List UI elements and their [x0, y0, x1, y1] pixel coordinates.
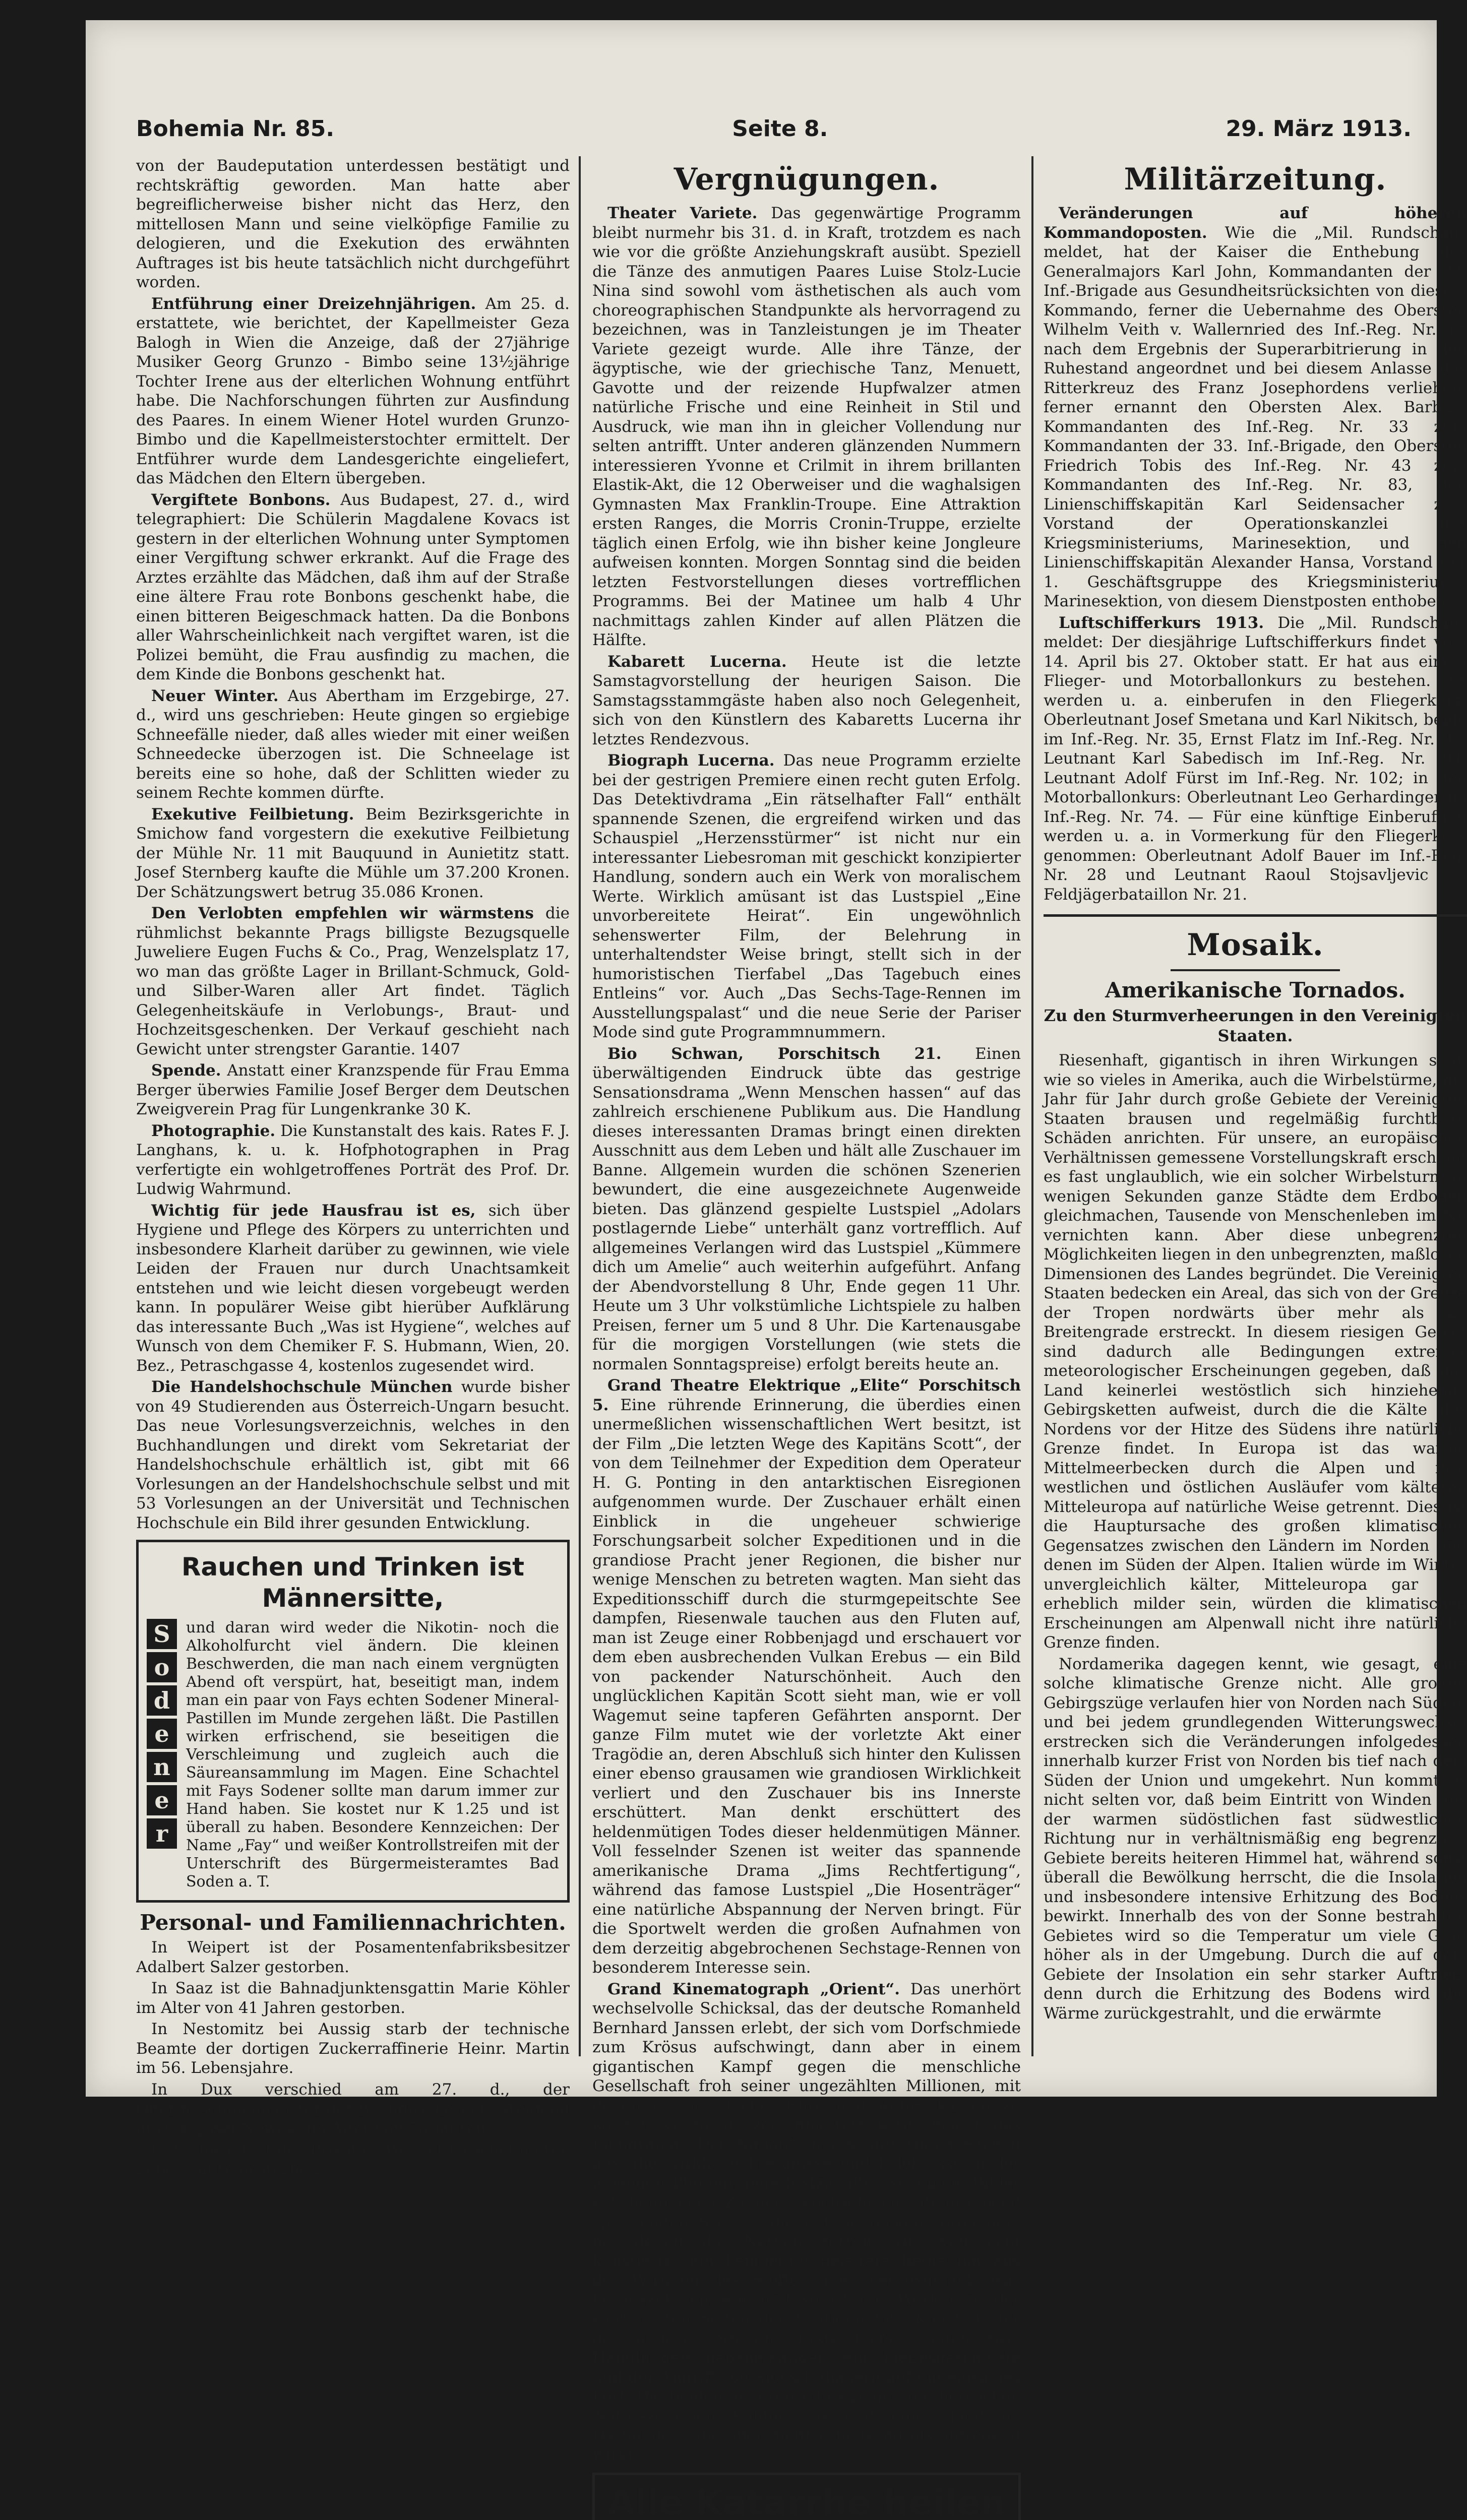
article-lead: Vergiftete Bonbons. [151, 490, 331, 509]
ad-letter: S [147, 1619, 177, 1649]
article-text: Einen überwältigenden Eindruck übte das gestrige Sensationsdrama „Wenn Menschen hassen“ auf das zahlreich erschienene Publikum aus. Die Handlung dieses interessanten Dramas bringt einen direkten Ausschnitt aus dem Leben und hält alle Zuschauer im Banne. Allgemein wurden die schönen Szenerien bewundert, die eine ausgezeichnete Augenweide bieten. Das glänzend gespielte Lustspiel „Adolars postlagernde Liebe“ unterhält ganz vortrefflich. Auf allgemeines Verlangen wird das Lustspiel „Kümmere dich um Amelie“ auch weiterhin aufgeführt. Anfang der Abendvorstellung 8 Uhr, Ende gegen 11 Uhr. Heute um 3 Uhr volkstümliche Lichtspiele zu halben Preisen, ferner um 5 und 8 Uhr. Die Kartenausgabe für die morgigen Vorstellungen (wie stets die normalen Sonntagspreise) erfolgt bereits heute an. [592, 1044, 1021, 1373]
article [136, 805, 570, 902]
article-text: Eine rührende Erinnerung, die überdies einen unermeßlichen wissenschaftlichen Wert besitzt, ist der Film „Die letzten Wege des Kapitäns Scott“, der von dem Teilnehmer der Expedition dem Operateur H. G. Ponting in den antarktischen Eisregionen aufgenommen wurde. Der Zuschauer erhält einen Einblick in die ungeheuer schwierige Forschungsarbeit solcher Expeditionen und in die grandiose Pracht jener Regionen, die bisher nur wenige Menschen zu betreten wagten. Man sieht das Expeditionsschiff durch die sturmgepeitschte See dampfen, Riesenwale tauchen aus den Fluten auf, man ist Zeuge einer Robbenjagd und erschauert vor dem eben ausbrechenden Vulkan Erebus — ein Bild von packender Naturschönheit. Auch den unglücklichen Kapitän Scott sieht man, wie er voll Wagemut seine tapferen Gefährten anspornt. Der ganze Film mutet wie der vorletzte Akt einer Tragödie an, deren Abschluß sich hinter den Kulissen einer ebenso grausamen wie grandiosen Wirklichkeit verliert und den Zuschauer bis ins Innerste erschüttert. Man denkt erschüttert des heldenmütigen Todes dieser heldenmütigen Männer. Voll fesselnder Szenen ist weiter das spannende amerikanische Drama „Jims Rechtfertigung“, während das famose Lustspiel „Die Hosenträger“ eine natürliche Abspannung der Nerven bringt. Für die Sportwelt werden die großen Aufnahmen von dem derzeitig abgebrochenen Sechstage-Rennen von besonderem Interesse sein. [592, 1396, 1021, 1977]
article-text: Die „Mil. Rundschau“ meldet: Der diesjährige Luftschifferkurs findet vom 14. April bis 27. Oktober statt. Er hat aus einem Flieger- und Motorballonkurs zu bestehen. Es werden u. a. einberufen in den Fliegerkurs: Oberleutnant Josef Smetana und Karl Nikitsch, beide im Inf.-Reg. Nr. 35, Ernst Flatz im Inf.-Reg. Nr. 91, Leutnant Karl Sabedisch im Inf.-Reg. Nr. 94, Leutnant Adolf Fürst im Inf.-Reg. Nr. 102; in den Motorballonkurs: Oberleutnant Leo Gerhardinger im Inf.-Reg. Nr. 74. — Für eine künftige Einberufung werden u. a. in Vormerkung für den Fliegerkurs genommen: Oberleutnant Adolf Bauer im Inf.-Reg. Nr. 28 und Leutnant Raoul Stojsavljevic im Feldjägerbataillon Nr. 21. [1044, 613, 1467, 904]
section-heading-personal: Personal- und Familiennachrichten. [140, 1910, 566, 1935]
article-text: die rühmlichst bekannte Prags billigste Bezugsquelle Juweliere Eugen Fuchs & Co., Prag, Wenzelsplatz 17, wo man das größte Lager in Brillant-Schmuck, Gold- und Silber-Waren aller Art findet. Täglich Gelegenheitskäufe in Verlobungs-, Braut- und Hochzeitsgeschenken. Der Verkauf geschieht nach Gewicht unter strengster Garantie. 1407 [136, 904, 570, 1058]
article-text: Das neue Programm erzielte bei der gestrigen Premiere einen recht guten Erfolg. Das Detektivdrama „Ein rätselhafter Fall“ enthält spannende Szenen, die ergreifend wirken und das Schauspiel „Herzensstürmer“ ist nicht nur ein interessanter Liebesroman mit geschickt konzipierter Handlung, sondern auch ein Werk von moralischem Werte. Wirklich amüsant ist das Lustspiel „Eine unvorbereitete Heirat“. Ein ungewöhnlich sehenswerter Film, der Belehrung in unterhaltendster Weise bringt, stellt sich in der humoristischen Tierfabel „Das Tagebuch eines Entleins“ vor. Auch „Das Sechs-Tage-Rennen im Ausstellungspalast“ und die neue Serie der Pariser Mode sind gute Programmnummern. [592, 751, 1021, 1041]
ad-letter: d [147, 1685, 177, 1716]
ad-letter-column [147, 1619, 177, 1891]
article-text: Anstatt einer Kranzspende für Frau Emma Berger überwies Familie Josef Berger dem Deutschen Zweigverein Prag für Lungenkranke 30 K. [136, 1061, 570, 1118]
notice: In Dux verschied am 27. d., der Obermaschinenmeister der Buchdruckerei C. Weigend in Dux, Josef Nowak, im Alter von 58 Jahren. [136, 2080, 570, 2137]
newspaper-page [86, 20, 1467, 2520]
ad-letter: r [147, 1818, 177, 1849]
ad-letter: e [147, 1785, 177, 1815]
article-text: wurde bisher von 49 Studierenden aus Österreich-Ungarn besucht. Das neue Vorlesungsverzeichnis, welches in den Buchhandlungen und direkt vom Sekretariat der Handelshochschule erhältlich ist, gibt mit 66 Vorlesungen an der Handelshochschule selbst und mit 53 Vorlesungen an der Universität und Technischen Hochschule ein Bild ihrer gesunden Entwicklung. [136, 1378, 570, 1532]
article-lead: Kabarett Lucerna. [607, 652, 787, 671]
notice: In Weipert ist der Posamentenfabriksbesitzer Adalbert Salzer gestorben. [136, 1938, 570, 1976]
ad-katarrhe-title: Alle Katarrhe heilen [607, 2482, 1006, 2520]
article [1044, 204, 1467, 611]
article-lead: Biograph Lucerna. [607, 751, 775, 770]
article-lead: Veränderungen auf höheren Kommandoposten. [1044, 204, 1467, 242]
article-text: Beim Bezirksgerichte in Smichow fand vorgestern die exekutive Feilbietung der Mühle Nr. 11 mit Bauquund in Aunietitz statt. Josef Sternberg kaufte die Mühle um 37.200 Kronen. Der Schätzungswert betrug 35.086 Kronen. [136, 805, 570, 901]
section-heading-militaerzeitung: Militärzeitung. [1124, 162, 1387, 197]
article [136, 1121, 570, 1199]
article [592, 1376, 1021, 1978]
column-1 [136, 156, 570, 2178]
article [592, 204, 1021, 650]
page-header [136, 106, 1412, 151]
ad-letter: n [147, 1752, 177, 1782]
article-lead: Spende. [151, 1061, 221, 1080]
article [592, 751, 1021, 1042]
article [592, 1044, 1021, 1374]
article-paragraph: Nordamerika dagegen kennt, wie gesagt, eine solche klimatische Grenze nicht. Alle großen Gebirgszüge verlaufen hier von Norden nach Süden, und bei jedem grundlegenden Witterungswechsel erstrecken sich die Veränderungen infolgedessen innerhalb kurzer Frist von Norden bis tief nach dem Süden der Union und umgekehrt. Nun kommt es nicht selten vor, daß beim Eintritt von Winden aus der warmen südöstlichen fast südwestlichen Richtung nur in verhältnismäßig eng begrenztem Gebiete bereits heiteren Himmel hat, während sonst überall die Bewölkung herrscht, die die Insolation und insbesondere intensive Erhitzung des Bodens bewirkt. Innerhalb des von der Sonne bestrahlten Gebietes wird so die Temperatur um viele Grad höher als in der Umgebung. Durch die auf dem Gebiete der Insolation ein sehr starker Auftrieb, denn durch die Erhitzung des Bodens wird die Wärme zurückgestrahlt, und die erwärmte [1044, 1655, 1467, 2023]
article-text: Aus Abertham im Erzgebirge, 27. d., wird uns geschrieben: Heute gingen so ergiebige Schneefälle nieder, daß alles wieder mit einer weißen Schneedecke überzogen ist. Die Schneelage ist bereits eine so hohe, daß der Schlitten wieder zu seinem Rechte kommen dürfte. [136, 686, 570, 802]
article [1044, 613, 1467, 905]
notice: In Eichwald ist der Privatier Wenzel Lieschel im 65. Lebensjahre gestorben. [136, 2140, 570, 2178]
article-lead: Exekutive Feilbietung. [151, 805, 354, 824]
article-lead: Die Handelshochschule München [151, 1378, 453, 1396]
article-text: Das gegenwärtige Programm bleibt nurmehr bis 31. d. in Kraft, trotzdem es nach wie vor die größte Anziehungskraft ausübt. Speziell die Tänze des anmutigen Paares Luise Stolz-Lucie Nina sind sowohl vom ästhetischen als auch vom choreographischen Standpunkte als hervorragend zu bezeichnen, was in Tanzleistungen je im Theater Variete gezeigt wurde. Alle ihre Tänze, der ägyptische, wie der griechische Tanz, Menuett, Gavotte und der reizende Hupfwalzer atmen natürliche Frische und eine Reinheit in Stil und Ausdruck, wie man ihn in gleicher Vollendung nur selten antrifft. Unter anderen glänzenden Nummern interessieren Yvonne et Crilmit in ihrem brillanten Elastik-Akt, die 12 Oberweiser und die waghalsigen Gymnasten Max Franklin-Troupe. Eine Attraktion ersten Ranges, die Morris Cronin-Truppe, erzielte täglich einen Erfolg, wie ihn bisher keine Jongleure aufweisen konnten. Morgen Sonntag sind die beiden letzten Festvorstellungen dieses vortrefflichen Programms. Bei der Matinee um halb 4 Uhr nachmittags zahlen Kinder auf allen Plätzen die Hälfte. [592, 204, 1021, 649]
article [136, 294, 570, 488]
article [592, 652, 1021, 749]
header-right: 29. März 1913. [1226, 115, 1412, 142]
article-lead: Grand Theatre Elektrique „Elite“ Porschitsch 5. [592, 1376, 1021, 1414]
article-text: Die Kunstanstalt des kais. Rates F. J. Langhans, k. u. k. Hofphotographen in Prag verfertigte ein wohlgetroffenes Porträt des Prof. Dr. Ludwig Wahrmund. [136, 1121, 570, 1198]
column-rule-1 [579, 156, 581, 2056]
article [136, 1377, 570, 1533]
ad-headline: Rauchen und Trinken ist Männersitte, [181, 1552, 524, 1613]
article-lead: Entführung einer Dreizehnjährigen. [151, 294, 476, 313]
article-text: sich über Hygiene und Pflege des Körpers zu unterrichten und insbesondere Klarheit darüber zu gewinnen, wie viele Leiden der Frauen nur durch Unachtsamkeit entstehen und wie leicht diesen vorgebeugt werden kann. In populärer Weise gibt hierüber Aufklärung das interessante Buch „Was ist Hygiene“, welches auf Wunsch von dem Chemiker F. S. Hubmann, Wien, 20. Bez., Petraschgasse 4, kostenlos zugesendet wird. [136, 1201, 570, 1375]
header-center: Seite 8. [732, 115, 828, 142]
article-heading-tornados: Amerikanische Tornados. [1105, 978, 1405, 1002]
column-rule-2 [1031, 156, 1033, 2056]
article-text: von der Baudeputation unterdessen bestätigt und rechtskräftig geworden. Man hatte aber begreiflicherweise bisher nicht das Herz, den mittellosen Mann und seine vielköpfige Familie zu delogieren, und die Exekution des erwähnten Auftrages ist bis heute tatsächlich nicht durchgeführt worden. [136, 157, 570, 291]
article-text: Das unerhört wechselvolle Schicksal, das der deutsche Romanheld Bernhard Janssen erlebt, der sich vom Dorfschmiede zum Krösus aufschwingt, dann aber in einem gigantischen Kampf gegen die menschliche Gesellschaft froh seiner ungezählten Millionen, mit denen er sich Liebe, Ehre und Ruhm kaufen zu können vermeint, zerschmettert wird, macht das Filmdrama „Der Nabob“ in erschütternden Szenen aus, die wirkliche Ereignisse und Erlebnisse in der lebenden Photographie festzuhalten scheinen. Bilder voll heimlichen Zaubers wechseln mit atemraubend spannenden Szenen, die mit Schreckensvorgängen, bei denen die Nerven zerren. Die von echt künstlerischem Feingefühl geleitete Regie hat aus der Wirkung des Stoffes alles herausgeholt, was herauszuholen war und so ist das Werk eine der wertvollsten Seiten der heutigen Film-Kunst. Unter den anderen Szenen „Erste Liebe“ laufen zwei Handlungen nebeneinander, ein Liebesgeschichte und der Angriff von Sioux-Indianern auf ein einsames Fort. Die beiden anderen Films zeigen die herrlichen Naturszenerien Kaliforniens und eine „Jagd im Dschungel“, die aber mehr erheiternd als aufregend wirkt. [592, 1980, 1021, 2464]
notice: In Saaz ist die Bahnadjunktensgattin Marie Köhler im Alter von 41 Jahren gestorben. [136, 1979, 570, 2017]
article [592, 1980, 1021, 2465]
article [136, 156, 570, 292]
article [136, 686, 570, 803]
article [136, 1061, 570, 1119]
article-text: Heute ist die letzte Samstagvorstellung der heurigen Saison. Die Samstagsstammgäste haben also noch Gelegenheit, sich von den Künstlern des Kabaretts Lucerna ihr letztes Rendezvous. [592, 652, 1021, 748]
article [136, 490, 570, 684]
section-heading-vergnuegungen: Vergnügungen. [674, 162, 940, 197]
article-lead: Luftschifferkurs 1913. [1059, 613, 1264, 632]
header-left: Bohemia Nr. 85. [136, 115, 335, 142]
article-lead: Grand Kinematograph „Orient“. [607, 1980, 900, 1998]
ad-letter: e [147, 1719, 177, 1749]
article-lead: Theater Variete. [607, 204, 758, 222]
advertisement-soden [136, 1540, 570, 1903]
article-subheading: Zu den Sturmverheerungen in den Vereinigten Staaten. [1044, 1006, 1467, 1045]
article-lead: Neuer Winter. [151, 686, 279, 705]
article-paragraph: Riesenhaft, gigantisch in ihren Wirkungen sind, wie so vieles in Amerika, auch die Wirbelstürme, die Jahr für Jahr durch große Gebiete der Vereinigten Staaten brausen und regelmäßig furchtbare Schäden anrichten. Für unsere, an europäischen Verhältnissen gemessene Vorstellungskraft erscheint es fast unglaublich, wie ein solcher Wirbelsturm in wenigen Sekunden ganze Städte dem Erdboden gleichmachen, Tausende von Menschenleben im Nu vernichten kann. Aber diese unbegrenzten Möglichkeiten liegen in den unbegrenzten, maßlosen Dimensionen des Landes begründet. Die Vereinigten Staaten bedecken ein Areal, das sich von der Grenze der Tropen nordwärts über mehr als 25 Breitengrade erstreckt. In diesem riesigen Gebiet sind dadurch alle Bedingungen extremer meteorologischer Erscheinungen gegeben, daß das Land keinerlei westöstlich sich hinziehende Gebirgsketten aufweist, durch die die Kälte des Nordens vor der Hitze des Südens ihre natürliche Grenze findet. In Europa ist das warme Mittelmeerbecken durch die Alpen und ihre westlichen und östlichen Ausläufer vom kälteren Mitteleuropa auf natürliche Weise getrennt. Dies ist die Hauptursache des großen klimatischen Gegensatzes zwischen den Ländern im Norden und denen im Süden der Alpen. Italien würde im Winter unvergleichlich kälter, Mitteleuropa gar um erheblich milder sein, würden die klimatischen Erscheinungen am Alpenwall nicht ihre natürliche Grenze finden. [1044, 1051, 1467, 1652]
ad-letter: o [147, 1652, 177, 1682]
column-3 [1044, 156, 1467, 2056]
section-heading-mosaik: Mosaik. [1187, 927, 1324, 963]
article-lead: Photographie. [151, 1121, 276, 1140]
section-divider [1044, 914, 1467, 917]
notice: In Nestomitz bei Aussig starb der technische Beamte der dortigen Zuckerraffinerie Heinr. Martin im 56. Lebensjahre. [136, 2020, 570, 2077]
article-text: Am 25. d. erstattete, wie berichtet, der Kapellmeister Geza Balogh in Wien die Anzeige, daß der 27jährige Musiker Georg Grunzo - Bimbo seine 13½jährige Tochter Irene aus der elterlichen Wohnung entführt habe. Die Nachforschungen führten zur Ausfindung des Paares. In einem Wiener Hotel wurden Grunzo-Bimbo und die Kapellmeisterstochter ermittelt. Der Entführer wurde dem Landesgerichte eingeliefert, das Mädchen den Eltern übergeben. [136, 294, 570, 487]
article-lead: Bio Schwan, Porschitsch 21. [607, 1044, 942, 1063]
article [136, 1201, 570, 1376]
article-text: Wie die „Mil. Rundschau“ meldet, hat der Kaiser die Enthebung des Generalmajors Karl John, Kommandanten der 33. Inf.-Brigade aus Gesundheitsrücksichten von diesem Kommando, ferner die Uebernahme des Obersten Wilhelm Veith v. Wallernried des Inf.-Reg. Nr. 15 nach dem Ergebnis der Superarbitrierung in den Ruhestand angeordnet und bei diesem Anlasse das Ritterkreuz des Franz Josephordens verliehen; ferner ernannt den Obersten Alex. Barbini, Kommandanten des Inf.-Reg. Nr. 33 zum Kommandanten der 33. Inf.-Brigade, den Obersten Friedrich Tobis des Inf.-Reg. Nr. 43 zum Kommandanten des Inf.-Reg. Nr. 83, den Linienschiffskapitän Karl Seidensacher zum Vorstand der Operationskanzlei des Kriegsministeriums, Marinesektion, und den Linienschiffskapitän Alexander Hansa, Vorstand der 1. Geschäftsgruppe des Kriegsministeriums, Marinesektion, von diesem Dienstposten enthoben. [1044, 223, 1467, 610]
article-text: Aus Budapest, 27. d., wird telegraphiert: Die Schülerin Magdalene Kovacs ist gestern in der elterlichen Wohnung unter Symptomen einer Vergiftung schwer erkrankt. Auf die Frage des Arztes erzählte das Mädchen, daß ihm auf der Straße eine ältere Frau rote Bonbons geschenkt habe, die einen bitteren Beigeschmack hatten. Da die Bonbons aller Wahrscheinlichkeit nach vergiftet waren, ist die Polizei bemüht, die Frau ausfindig zu machen, die dem Kinde die Bonbons geschenkt hat. [136, 490, 570, 683]
article [136, 904, 570, 1059]
article-lead: Wichtig für jede Hausfrau ist es, [151, 1201, 476, 1220]
article-lead: Den Verlobten empfehlen wir wärmstens [151, 904, 534, 922]
heading-underline [1171, 969, 1340, 971]
advertisement-katarrhe [592, 2473, 1021, 2520]
column-2 [592, 156, 1021, 2520]
ad-text: und daran wird weder die Nikotin- noch die Alkoholfurcht viel ändern. Die kleinen Beschwerden, die man nach einem vergnügten Abend oft verspürt, hat, beseitigt man, indem man ein paar von Fays echten Sodener Mineral-Pastillen im Munde zergehen läßt. Die Pastillen wirken erfrischend, sie beseitigen die Verschleimung und zugleich auch die Säureansammlung im Magen. Eine Schachtel mit Fays Sodener sollte man darum immer zur Hand haben. Sie kostet nur K 1.25 und ist überall zu haben. Besondere Kennzeichen: Der Name „Fay“ und weißer Kontrollstreifen mit der Unterschrift des Bürgermeisteramtes Bad Soden a. T. [186, 1619, 559, 1891]
